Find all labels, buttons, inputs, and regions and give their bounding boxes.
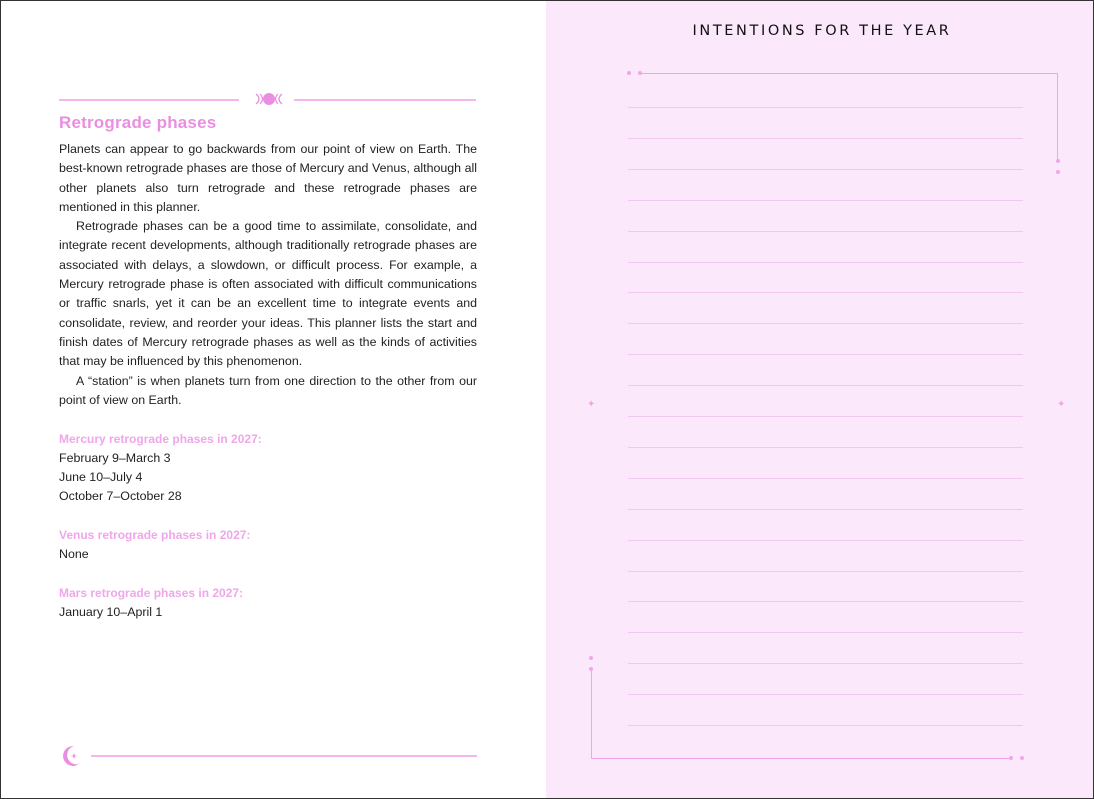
paragraph: A “station” is when planets turn from one direction to the other from our point of view on Earth.: [59, 373, 477, 407]
mercury-date: June 10–July 4: [59, 470, 143, 484]
writing-line[interactable]: [628, 478, 1023, 479]
corner-dot: [627, 71, 631, 75]
writing-line[interactable]: [628, 169, 1023, 170]
corner-dot: [1020, 756, 1024, 760]
corner-dot: [1009, 756, 1013, 760]
corner-line-left: [591, 669, 592, 759]
writing-line[interactable]: [628, 601, 1023, 602]
writing-line[interactable]: [628, 416, 1023, 417]
ornament-line-left: [59, 99, 239, 101]
writing-line[interactable]: [628, 632, 1023, 633]
writing-line[interactable]: [628, 385, 1023, 386]
corner-line-top: [642, 73, 1058, 74]
corner-dot: [589, 656, 593, 660]
writing-line[interactable]: [628, 292, 1023, 293]
section-heading: Retrograde phases: [59, 113, 217, 132]
body-text: [59, 140, 477, 410]
corner-line-bottom: [591, 758, 1011, 759]
right-page: [546, 1, 1093, 798]
mars-heading: Mars retrograde phases in 2027:: [59, 586, 244, 600]
mercury-heading: Mercury retrograde phases in 2027:: [59, 432, 262, 446]
sparkle-icon: ✦: [587, 399, 596, 410]
writing-line[interactable]: [628, 663, 1023, 664]
writing-line[interactable]: [628, 200, 1023, 201]
ornament-divider-icon: [254, 91, 284, 107]
page-title: INTENTIONS FOR THE YEAR: [692, 23, 952, 39]
writing-line[interactable]: [628, 107, 1023, 108]
writing-line[interactable]: [628, 694, 1023, 695]
writing-line[interactable]: [628, 725, 1023, 726]
corner-dot: [1056, 170, 1060, 174]
writing-line[interactable]: [628, 354, 1023, 355]
writing-line[interactable]: [628, 323, 1023, 324]
left-page: [1, 1, 546, 798]
writing-line[interactable]: [628, 138, 1023, 139]
writing-line[interactable]: [628, 262, 1023, 263]
writing-line[interactable]: [628, 447, 1023, 448]
writing-line[interactable]: [628, 540, 1023, 541]
writing-line[interactable]: [628, 571, 1023, 572]
corner-dot: [1056, 159, 1060, 163]
crescent-moon-icon: [59, 744, 83, 768]
footer-line: [91, 755, 477, 757]
writing-line[interactable]: [628, 509, 1023, 510]
writing-line[interactable]: [628, 231, 1023, 232]
ornament-line-right: [294, 99, 476, 101]
venus-heading: Venus retrograde phases in 2027:: [59, 528, 251, 542]
paragraph: Planets can appear to go backwards from our point of view on Earth. The best-known retrograde phases are those of Mercury and Venus, although all other planets also turn retrograde and these retrograde phases are mentioned in this planner.: [59, 142, 477, 214]
venus-date: None: [59, 547, 89, 561]
mercury-date: February 9–March 3: [59, 451, 171, 465]
mars-date: January 10–April 1: [59, 605, 163, 619]
sparkle-icon: ✦: [1057, 399, 1066, 410]
paragraph: Retrograde phases can be a good time to assimilate, consolidate, and integrate recent developments, although traditionally retrograde phases are associated with delays, a slowdown, or difficult process. For example, a Mercury retrograde phase is often associated with difficult communications or traffic snarls, yet it can be an excellent time to integrate events and consolidate, review, and reorder your ideas. This planner lists the start and finish dates of Mercury retrograde phases as well as the kinds of activities that may be influenced by this phenomenon.: [59, 219, 477, 369]
mercury-date: October 7–October 28: [59, 489, 182, 503]
corner-line-right: [1057, 73, 1058, 162]
